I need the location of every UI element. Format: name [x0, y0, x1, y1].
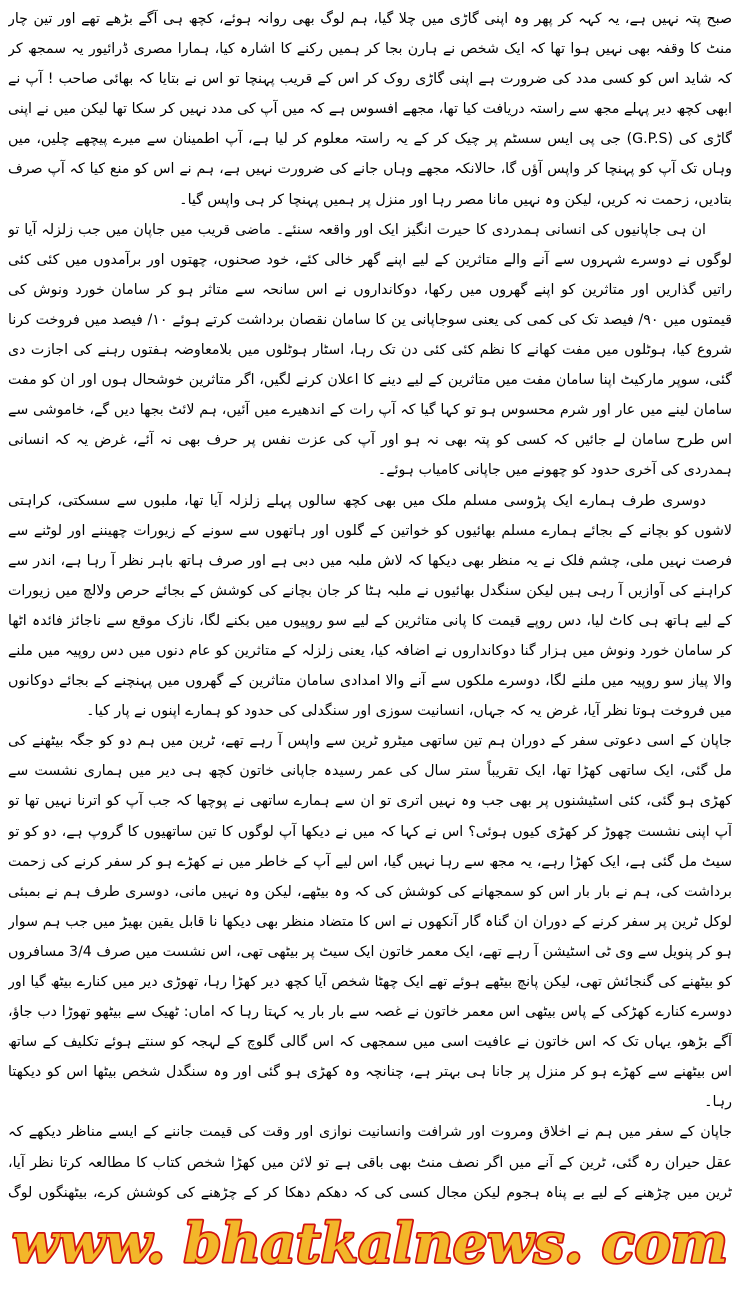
paragraph-japan-manners: جاپان کے سفر میں ہم نے اخلاق ومروت اور شرافت وانسانیت نوازی اور وقت کی قیمت جاننے کے ایسے مناظر دیکھے کہ عقل حیران رہ گئی، ٹرین کے آنے میں اگر نصف منٹ بھی باقی ہے تو لائن میں کھڑا شخص کتاب کا مطالعہ کرتا نظر آیا، ٹرین میں چڑھنے کے لیے بے پناہ ہجوم لیکن مجال کسی کی کہ دھکم دھکا کر کے چڑھنے کی کوشش کرے، بیٹھنگوں لوگ — [8, 1124, 732, 1201]
paragraph-gps-help: صبح پتہ نہیں ہے، یہ کہہ کر پھر وہ اپنی گاڑی میں چلا گیا، ہم لوگ بھی روانہ ہوئے، کچھ ہی آگے بڑھے تھے اور تین چار منٹ کا وقفہ بھی نہیں ہوا تھا کہ ایک شخص نے ہارن بجا کر ہمیں رکنے کا اشارہ کیا، ہمارا مصری ڈرائیور یہ سمجھ کر کہ شاید اس کو کسی مدد کی ضرورت ہے اپنی گاڑی روک کر اس کے قریب پہنچا تو اس نے بتایا کہ بھائی صاحب ! آپ نے ابھی کچھ دیر پہلے مجھ سے راستہ دریافت کیا تھا، مجھے افسوس ہے کہ میں آپ کی مدد نہیں کر سکا تھا لیکن میں نے اپنی گاڑی کی (G.P.S) جی پی ایس سسٹم پر چیک کر کے یہ راستہ معلوم کر لیا ہے، آپ اطمینان سے میرے پیچھے چلیں، میں وہاں تک آپ کو پہنچا کر واپس آؤں گا، حالانکہ مجھے وہاں جانے کی ضرورت نہیں ہے، ہم نے اس کو منع کیا کہ آپ صرف بتادیں، زحمت نہ کریں، لیکن وہ نہیں مانا مصر رہا اور منزل پر ہمیں پہنچا کر ہی واپس گیا۔ — [8, 11, 732, 208]
paragraph-japan-earthquake: ان ہی جاپانیوں کی انسانی ہمدردی کا حیرت انگیز ایک اور واقعہ سنئے۔ ماضی قریب میں جاپان میں جب زلزلہ آیا تو لوگوں نے دوسرے شہروں سے آنے والے متاثرین کے لیے اپنے گھر خالی کئے، خود صحنوں، چھتوں اور برآمدوں میں کئی کئی راتیں گذاریں اور متاثرین کو اپنے گھروں میں رکھا، دوکانداروں نے اس سانحہ سے متاثر ہو کر سامان خورد ونوش کی قیمتوں میں ۹۰/ فیصد تک کی کمی کی یعنی سوجاپانی ین کا سامان نقصان برداشت کرتے ہوئے ۱۰/ فیصد میں فروخت کرنا شروع کیا، ہوٹلوں میں مفت کھانے کا نظم کئی کئی دن تک رہا، اسٹار ہوٹلوں میں بلامعاوضہ ہفتوں رہنے کی اجازت دی گئی، سوپر مارکیٹ اپنا سامان مفت میں متاثرین کے لیے دینے کا اعلان کرنے لگیں، اگر متاثرین خوشحال ہوں اور ان کو مفت سامان لینے میں عار اور شرم محسوس ہو تو کہا گیا کہ آپ رات کے اندھیرے میں آئیں، ہم لائٹ بجھا دیں گے، خاموشی سے اس طرح سامان لے جائیں کہ کسی کو پتہ بھی نہ ہو اور آپ کی عزت نفس پر حرف بھی نہ آئے، غرض یہ کہ انسانی ہمدردی کی آخری حدود کو چھونے میں جاپانی کامیاب ہوئے۔ — [8, 221, 732, 479]
site-watermark — [0, 1208, 740, 1282]
paragraph-train-story: جاپان کے اسی دعوتی سفر کے دوران ہم تین ساتھی میٹرو ٹرین سے واپس آ رہے تھے، ٹرین میں ہم دو کو جگہ بیٹھنے کی مل گئی، ایک ساتھی کھڑا تھا، ایک تقریباً ستر سال کی عمر رسیدہ جاپانی خاتون کچھ ہی دیر میں ہماری نشست سے کھڑی ہو گئی، کئی اسٹیشنوں پر بھی جب وہ نہیں اتری تو ان سے ہمارے ساتھی نے پوچھا کہ جب آپ کو اترنا نہیں تھا تو آپ اپنی نشست چھوڑ کر کھڑی کیوں ہوئی؟ اس نے کہا کہ میں نے دیکھا آپ لوگوں کا تین ساتھیوں کا گروپ ہے، دو کو تو سیٹ مل گئی ہے، ایک کھڑا رہے، یہ مجھ سے رہا نہیں گیا، اس لیے آپ کے خاطر میں نے کھڑے ہو کر سفر کرنے کی زحمت برداشت کی، ہم نے بار بار اس کو سمجھانے کی کوشش کی کہ وہ بیٹھے، لیکن وہ نہیں مانی، دوسری طرف ہم نے بمبئی لوکل ٹرین پر سفر کرنے کے دوران ان گناہ گار آنکھوں نے اس کا متضاد منظر بھی دیکھا نا قابل یقین بھیڑ میں جب ہم سوار ہو کر پنویل سے وی ٹی اسٹیشن آ رہے تھے، ایک معمر خاتون ایک سیٹ پر بیٹھی تھی، اس نشست میں صرف 3/4 مسافروں کو بیٹھنے کی گنجائش تھی، لیکن پانچ بیٹھے ہوئے تھے ایک چھٹا شخص آیا کچھ دیر کھڑا رہا، تھوڑی دیر میں کنارے بیٹھ گیا اور دوسرے کنارے کھڑکی کے پاس بیٹھی اس معمر خاتون نے غصہ سے بار بار یہ کہتا رہا کہ اماں: ٹھیک سے بیٹھو تھوڑا دب جاؤ، آگے بڑھو، یہاں تک کہ اس خاتون نے عافیت اسی میں سمجھی کہ اس گالی گلوچ کے لہجہ کو سنتے ہوئے تکلیف کے ساتھ اس بیٹھنے سے کھڑے ہو کر منزل پر جانا ہی بہتر ہے، چنانچہ وہ کھڑی ہو گئی اور وہ سنگدل شخص بیٹھا اس کو دیکھتا رہا۔ — [8, 733, 732, 1111]
watermark-text: www. bhatkalnews. com — [12, 1211, 728, 1275]
article-body — [8, 4, 732, 1210]
paragraph-neighbor-earthquake: دوسری طرف ہمارے ایک پڑوسی مسلم ملک میں بھی کچھ سالوں پہلے زلزلہ آیا تھا، ملبوں سے سسکتی، کراہتی لاشوں کو بچانے کے بجائے ہمارے مسلم بھائیوں کو خواتین کے گلوں اور ہاتھوں سے سونے کے زیورات چھیننے اور لوٹنے سے فرصت نہیں ملی، چشم فلک نے یہ منظر بھی دیکھا کہ لاش ملبہ میں دبی ہے اور صرف ہاتھ باہر نظر آ رہا ہے، اندر سے کراہنے کی آوازیں آ رہی ہیں لیکن سنگدل بھائیوں نے ملبہ ہٹا کر جان بچانے کی کوشش کے بجائے حرص ولالچ میں زیورات کے لیے ہاتھ ہی کاٹ لیا، دس روپے قیمت کا پانی متاثرین کے لیے سو روپیوں میں بکنے لگا، نازک موقع سے ناجائز فائدہ اٹھا کر سامان خورد ونوش میں ہزار گنا دوکانداروں نے اضافہ کیا، یعنی زلزلہ کے متاثرین کو عام دنوں میں دس روپیہ میں ملنے والا پیاز سو روپیہ میں ملنے لگا، دوسرے ملکوں سے آنے والا امدادی سامان متاثرین کے گھروں میں پہنچنے کے بجائے دوکانوں میں فروخت ہوتا نظر آیا، غرض یہ کہ جہاں، انسانیت سوزی اور سنگدلی کی حدود کو ہمارے اپنوں نے پار کیا۔ — [8, 492, 732, 720]
watermark-logo — [0, 1208, 740, 1282]
